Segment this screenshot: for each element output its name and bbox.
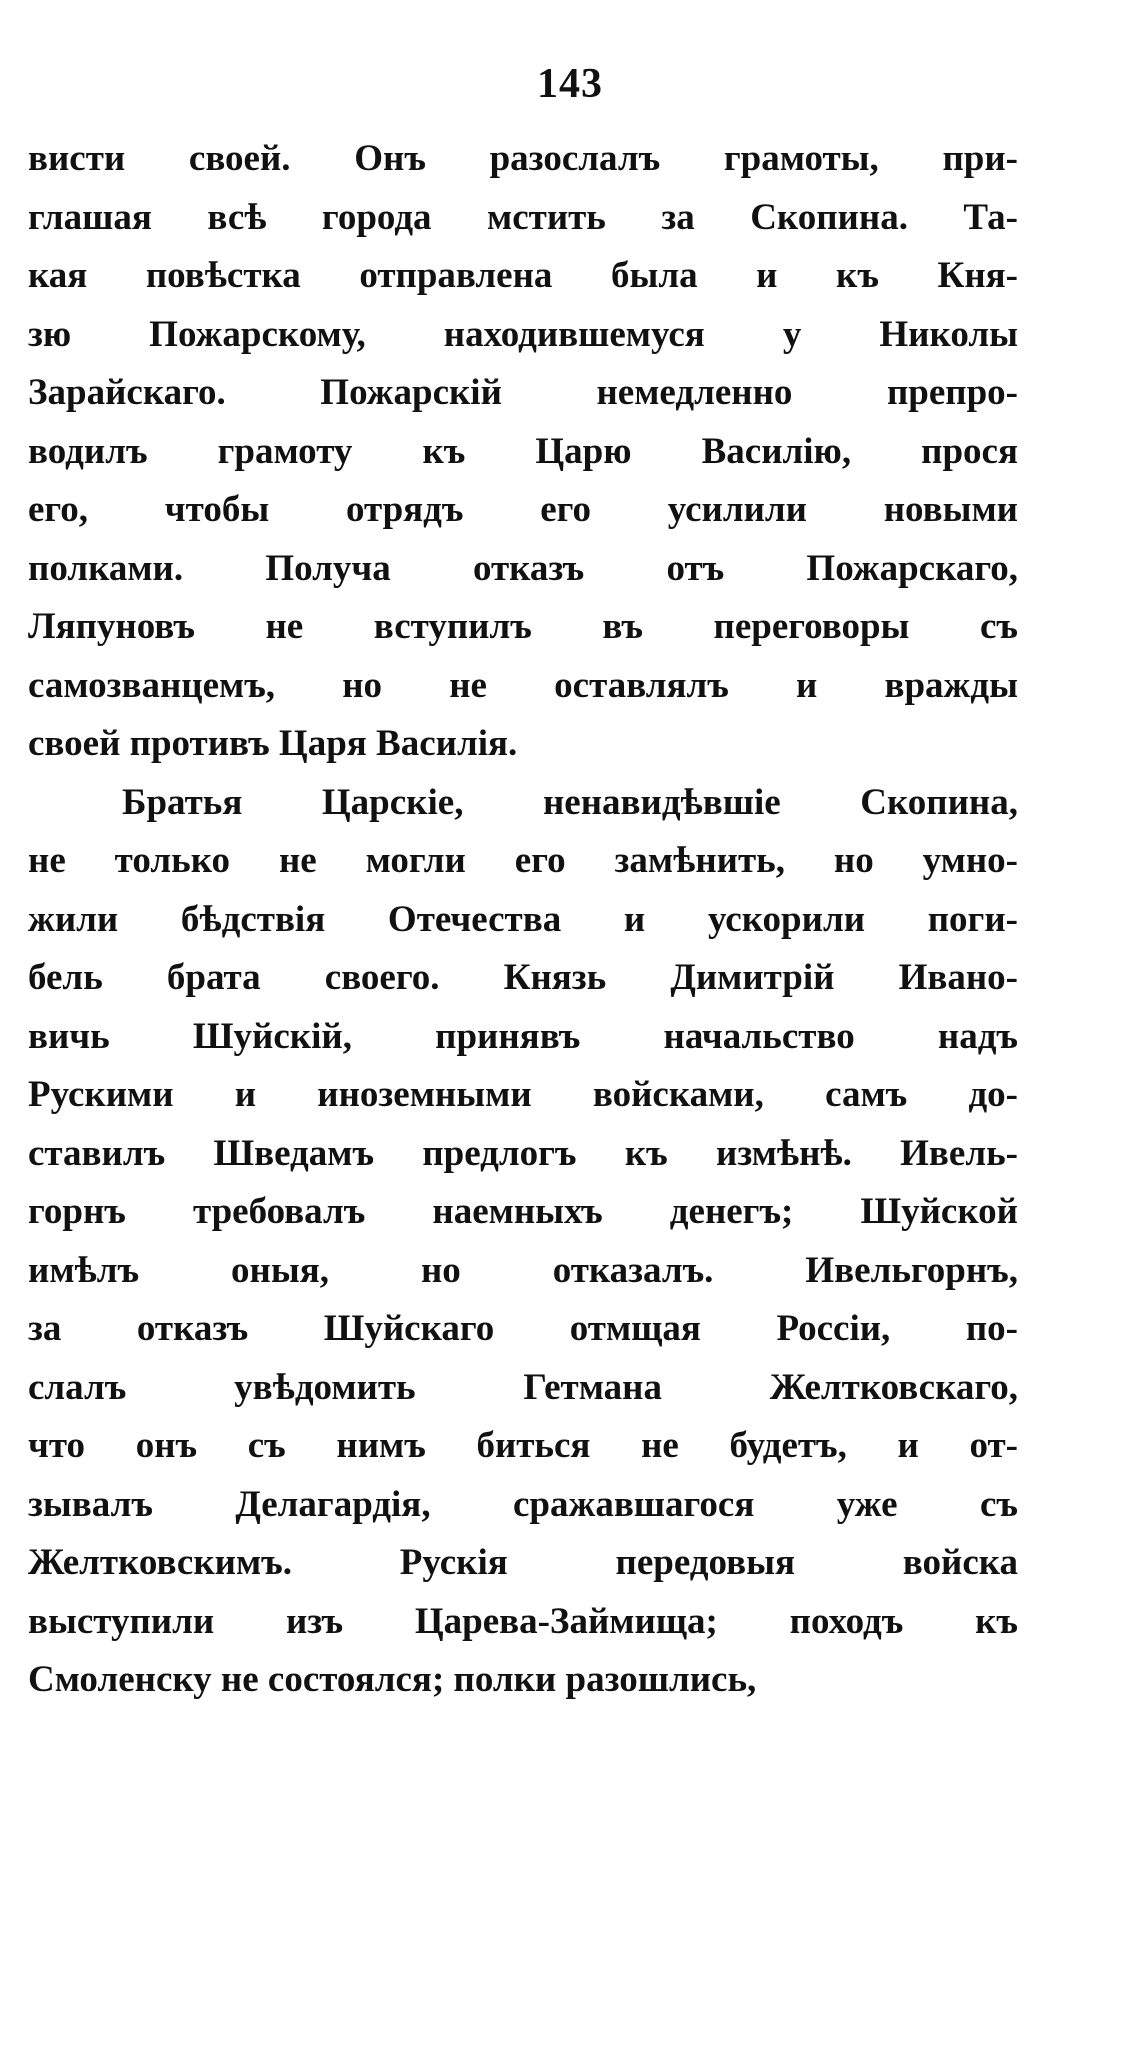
text-line: слалъ увѣдомить Гетмана Желтковскаго, bbox=[28, 1366, 1018, 1408]
text-line: Ляпуновъ не вступилъ въ переговоры съ bbox=[28, 606, 1018, 647]
text-line: жили бѣдствія Отечества и ускорили поги- bbox=[28, 898, 1018, 940]
text-line: висти своей. Онъ разослалъ грамоты, при- bbox=[28, 138, 1018, 179]
page-number: 143 bbox=[537, 61, 603, 107]
text-line: что онъ съ нимъ биться не будетъ, и от- bbox=[28, 1425, 1018, 1466]
text-line: полками. Получа отказъ отъ Пожарскаго, bbox=[28, 547, 1018, 589]
text-line: за отказъ Шуйскаго отмщая Россіи, по- bbox=[28, 1308, 1018, 1349]
text-line: его, чтобы отрядъ его усилили новыми bbox=[28, 489, 1018, 530]
text-line: ставилъ Шведамъ предлогъ къ измѣнѣ. Ивель- bbox=[28, 1132, 1018, 1174]
text-line: Смоленску не состоялся; полки разошлись, bbox=[28, 1659, 757, 1700]
text-line: зывалъ Делагардія, сражавшагося уже съ bbox=[28, 1483, 1018, 1525]
text-line: горнъ требовалъ наемныхъ денегъ; Шуйской bbox=[28, 1191, 1018, 1232]
text-line: выступили изъ Царева-Займища; походъ къ bbox=[28, 1600, 1018, 1642]
text-line: водилъ грамоту къ Царю Василію, прося bbox=[28, 430, 1018, 472]
text-line: не только не могли его замѣнить, но умно- bbox=[28, 840, 1018, 881]
text-line: бель брата своего. Князь Димитрій Ивано- bbox=[28, 957, 1018, 998]
text-line: своей противъ Царя Василія. bbox=[28, 723, 518, 764]
text-line: глашая всѣ города мстить за Скопина. Та- bbox=[28, 196, 1018, 238]
body-text bbox=[28, 130, 1018, 1710]
text-line: Желтковскимъ. Рускія передовыя войска bbox=[28, 1542, 1018, 1583]
text-line: самозванцемъ, но не оставлялъ и вражды bbox=[28, 664, 1018, 706]
text-line: Рускими и иноземными войсками, самъ до- bbox=[28, 1074, 1018, 1115]
text-line: кая повѣстка отправлена была и къ Кня- bbox=[28, 255, 1018, 296]
text-line: зю Пожарскому, находившемуся у Николы bbox=[28, 313, 1018, 355]
paragraph-start-line: Братья Царскіе, ненавидѣвшіе Скопина, bbox=[122, 781, 1018, 823]
text-line: Зарайскаго. Пожарскій немедленно препро- bbox=[28, 372, 1018, 413]
text-line: имѣлъ оныя, но отказалъ. Ивельгорнъ, bbox=[28, 1249, 1018, 1291]
text-line: вичь Шуйскій, принявъ начальство надъ bbox=[28, 1015, 1018, 1057]
